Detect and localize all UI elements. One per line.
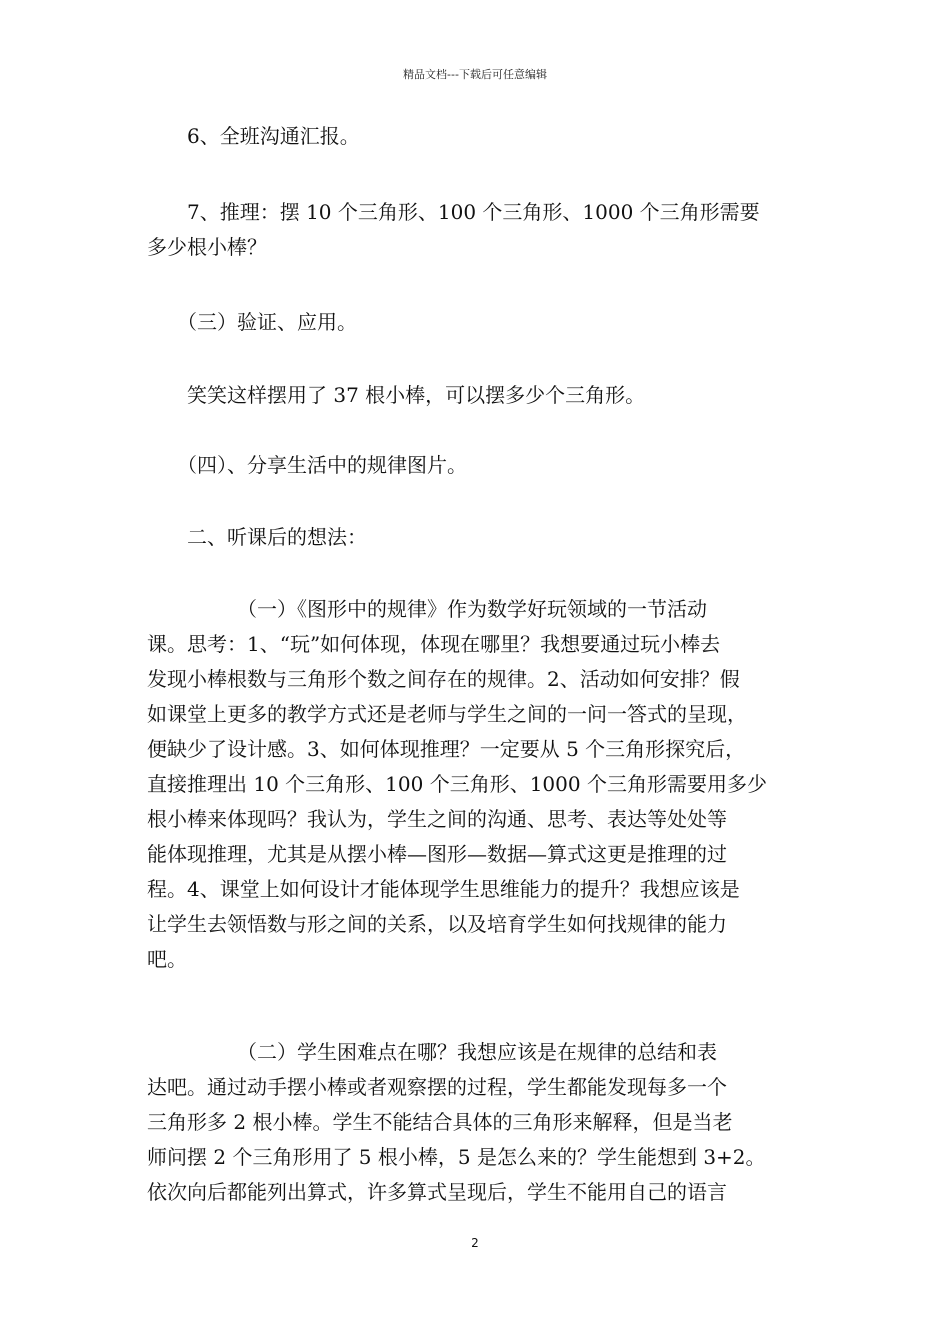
paragraph-reflection-1 bbox=[147, 592, 812, 977]
text-line: 程。4、课堂上如何设计才能体现学生思维能力的提升？我想应该是 bbox=[147, 877, 740, 901]
text-line: 便缺少了设计感。3、如何体现推理？一定要从 5 个三角形探究后， bbox=[147, 737, 746, 761]
text-line: 三角形多 2 根小棒。学生不能结合具体的三角形来解释，但是当老 bbox=[147, 1110, 733, 1134]
text-line: 课。思考：1、“玩”如何体现，体现在哪里？我想要通过玩小棒去 bbox=[147, 632, 721, 656]
text-line: （二）学生困难点在哪？我想应该是在规律的总结和表 bbox=[147, 1040, 717, 1064]
text-line: 让学生去领悟数与形之间的关系，以及培育学生如何找规律的能力 bbox=[147, 912, 727, 936]
text-line: （三）验证、应用。 bbox=[147, 310, 357, 334]
text-line: 根小棒来体现吗？我认为，学生之间的沟通、思考、表达等处处等 bbox=[147, 807, 727, 831]
paragraph-1 bbox=[147, 119, 812, 154]
text-line: 依次向后都能列出算式，许多算式呈现后，学生不能用自己的语言 bbox=[147, 1180, 727, 1204]
text-line: 7、推理：摆 10 个三角形、100 个三角形、1000 个三角形需要 bbox=[147, 200, 760, 224]
text-line: （一）《图形中的规律》作为数学好玩领域的一节活动 bbox=[147, 597, 707, 621]
text-line: 直接推理出 10 个三角形、100 个三角形、1000 个三角形需要用多少 bbox=[147, 772, 767, 796]
text-line: 二、听课后的想法： bbox=[147, 525, 367, 549]
text-line: （四）、分享生活中的规律图片。 bbox=[147, 453, 467, 477]
paragraph-reflection-2 bbox=[147, 1035, 812, 1210]
text-line: 达吧。通过动手摆小棒或者观察摆的过程，学生都能发现每多一个 bbox=[147, 1075, 727, 1099]
paragraph-2 bbox=[147, 195, 812, 265]
text-line: 发现小棒根数与三角形个数之间存在的规律。2、活动如何安排？假 bbox=[147, 667, 740, 691]
text-line: 吧。 bbox=[147, 947, 187, 971]
paragraph-3 bbox=[147, 305, 812, 340]
text-line: 如课堂上更多的教学方式还是老师与学生之间的一问一答式的呈现， bbox=[147, 702, 747, 726]
paragraph-5 bbox=[147, 448, 812, 483]
paragraph-4 bbox=[147, 378, 812, 413]
text-line: 笑笑这样摆用了 37 根小棒，可以摆多少个三角形。 bbox=[147, 383, 646, 407]
text-line: 多少根小棒？ bbox=[147, 235, 267, 259]
text-line: 师问摆 2 个三角形用了 5 根小棒，5 是怎么来的？学生能想到 3+2。 bbox=[147, 1145, 766, 1169]
text-line: 能体现推理，尤其是从摆小棒—图形—数据—算式这更是推理的过 bbox=[147, 842, 727, 866]
text-line: 6、全班沟通汇报。 bbox=[147, 124, 360, 148]
page-header: 精品文档---下载后可任意编辑 bbox=[403, 68, 547, 81]
section-heading bbox=[147, 520, 812, 555]
page-number: 2 bbox=[471, 1236, 479, 1250]
